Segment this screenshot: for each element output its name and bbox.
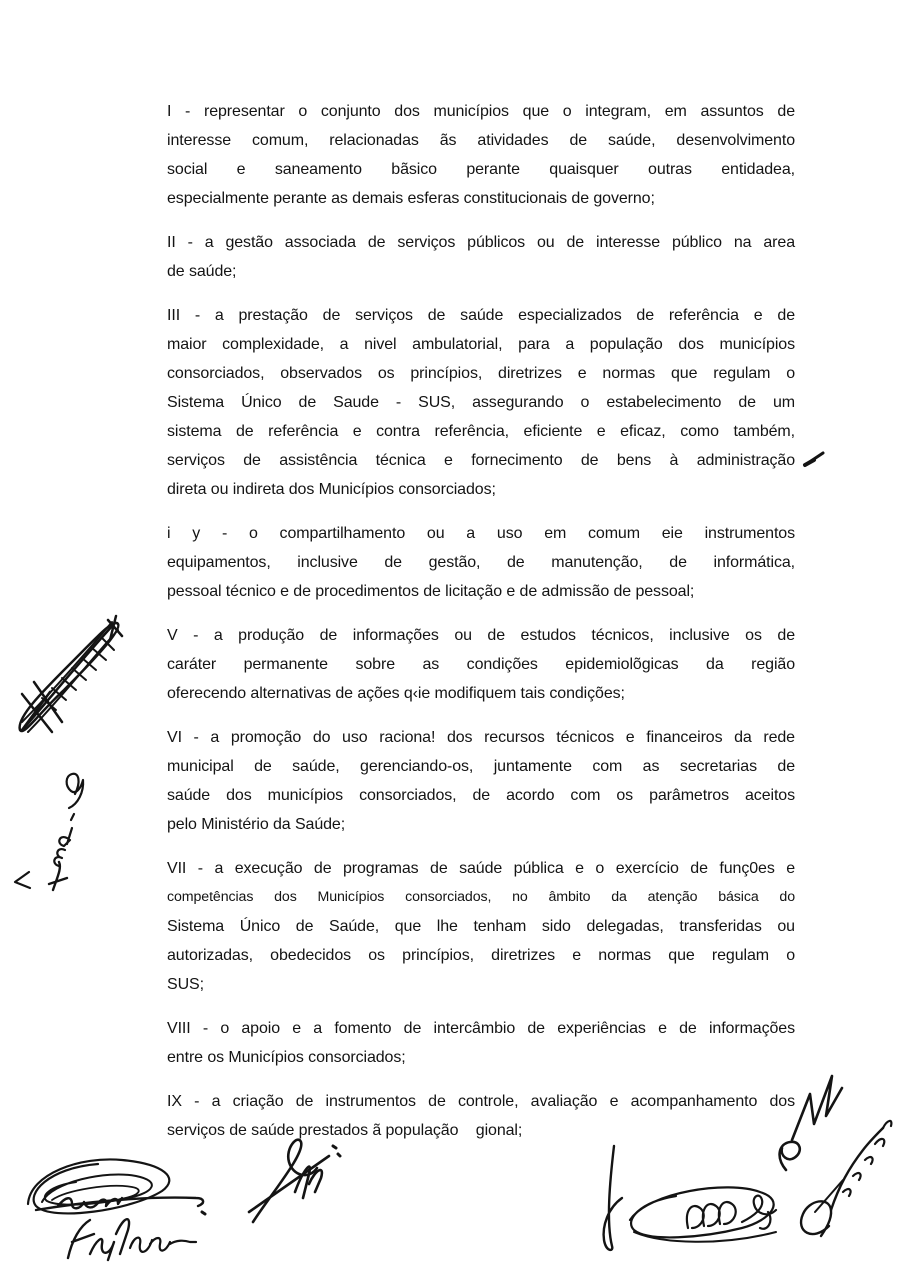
text-line: municipal de saúde, gerenciando-os, juntamente com as secretarias de [167, 758, 795, 775]
text-line: maior complexidade, a nivel ambulatorial, para a população dos municípios [167, 336, 795, 353]
text-line: pelo Ministério da Saúde; [167, 816, 346, 833]
clause-II [167, 228, 795, 286]
clause-V [167, 621, 795, 708]
pen-tick-mark [802, 448, 828, 470]
text-line: sistema de referência e contra referência, eficiente e eficaz, como também, [167, 423, 795, 440]
text-line: competências dos Municípios consorciados, no âmbito da atenção básica do [167, 889, 795, 905]
handwritten-signature-margin-initials [5, 752, 90, 894]
text-line: de saúde; [167, 263, 237, 280]
clause-VIII [167, 1014, 795, 1072]
text-line: especialmente perante as demais esferas constitucionais de governo; [167, 190, 655, 207]
clauses-text-block [167, 97, 795, 1160]
handwritten-signature-bottom-right-name [785, 1108, 897, 1248]
clause-VII [167, 854, 795, 999]
handwritten-signature-bottom-center [243, 1130, 348, 1228]
text-line: I - representar o conjunto dos municípios que o integram, em assuntos de [167, 103, 795, 120]
text-line: caráter permanente sobre as condições epidemiolõgicas da região [167, 656, 795, 673]
text-line: VIII - o apoio e a fomento de intercâmbio de experiências e de informações [167, 1020, 795, 1037]
handwritten-signature-bottom-left-name [58, 1210, 198, 1270]
text-line: autorizadas, obedecidos os princípios, diretrizes e normas que regulam o [167, 947, 795, 964]
text-line: pessoal técnico e de procedimentos de licitação e de admissão de pessoal; [167, 583, 695, 600]
text-line: saúde dos municípios consorciados, de acordo com os parâmetros aceitos [167, 787, 795, 804]
handwritten-signature-margin-scribble [12, 610, 132, 740]
text-line: VII - a execução de programas de saúde pública e o exercício de funç0es e [167, 860, 795, 877]
text-line: VI - a promoção do uso raciona! dos recursos técnicos e financeiros da rede [167, 729, 795, 746]
text-line: interesse comum, relacionadas ãs atividades de saúde, desenvolvimento [167, 132, 795, 149]
text-line: equipamentos, inclusive de gestão, de manutenção, de informática, [167, 554, 795, 571]
text-line: III - a prestação de serviços de saúde especializados de referência e de [167, 307, 795, 324]
text-line: social e saneamento bãsico perante quaisquer outras entidadea, [167, 161, 795, 178]
text-line: i y - o compartilhamento ou a uso em comum eie instrumentos [167, 525, 795, 542]
text-line: entre os Municípios consorciados; [167, 1049, 406, 1066]
text-line: IX - a criação de instrumentos de controle, avaliação e acompanhamento dos [167, 1093, 795, 1110]
text-line: serviços de assistência técnica e fornecimento de bens à administração [167, 452, 795, 469]
text-line: SUS; [167, 976, 204, 993]
text-line: Sistema Único de Saúde, que lhe tenham sido delegadas, transferidas ou [167, 918, 795, 935]
clause-IV [167, 519, 795, 606]
text-line: II - a gestão associada de serviços públicos ou de interesse público na area [167, 234, 795, 251]
text-line: direta ou indireta dos Municípios consorciados; [167, 481, 496, 498]
clause-VI [167, 723, 795, 839]
text-line: serviços de saúde prestados ã população gional; [167, 1122, 523, 1139]
text-line: V - a produção de informações ou de estudos técnicos, inclusive os de [167, 627, 795, 644]
text-line: consorciados, observados os princípios, diretrizes e normas que regulam o [167, 365, 795, 382]
clause-III [167, 301, 795, 504]
text-line: oferecendo alternativas de ações q‹ie modifiquem tais condições; [167, 685, 625, 702]
clause-I [167, 97, 795, 213]
text-line: Sistema Único de Saude - SUS, assegurando o estabelecimento de um [167, 394, 795, 411]
